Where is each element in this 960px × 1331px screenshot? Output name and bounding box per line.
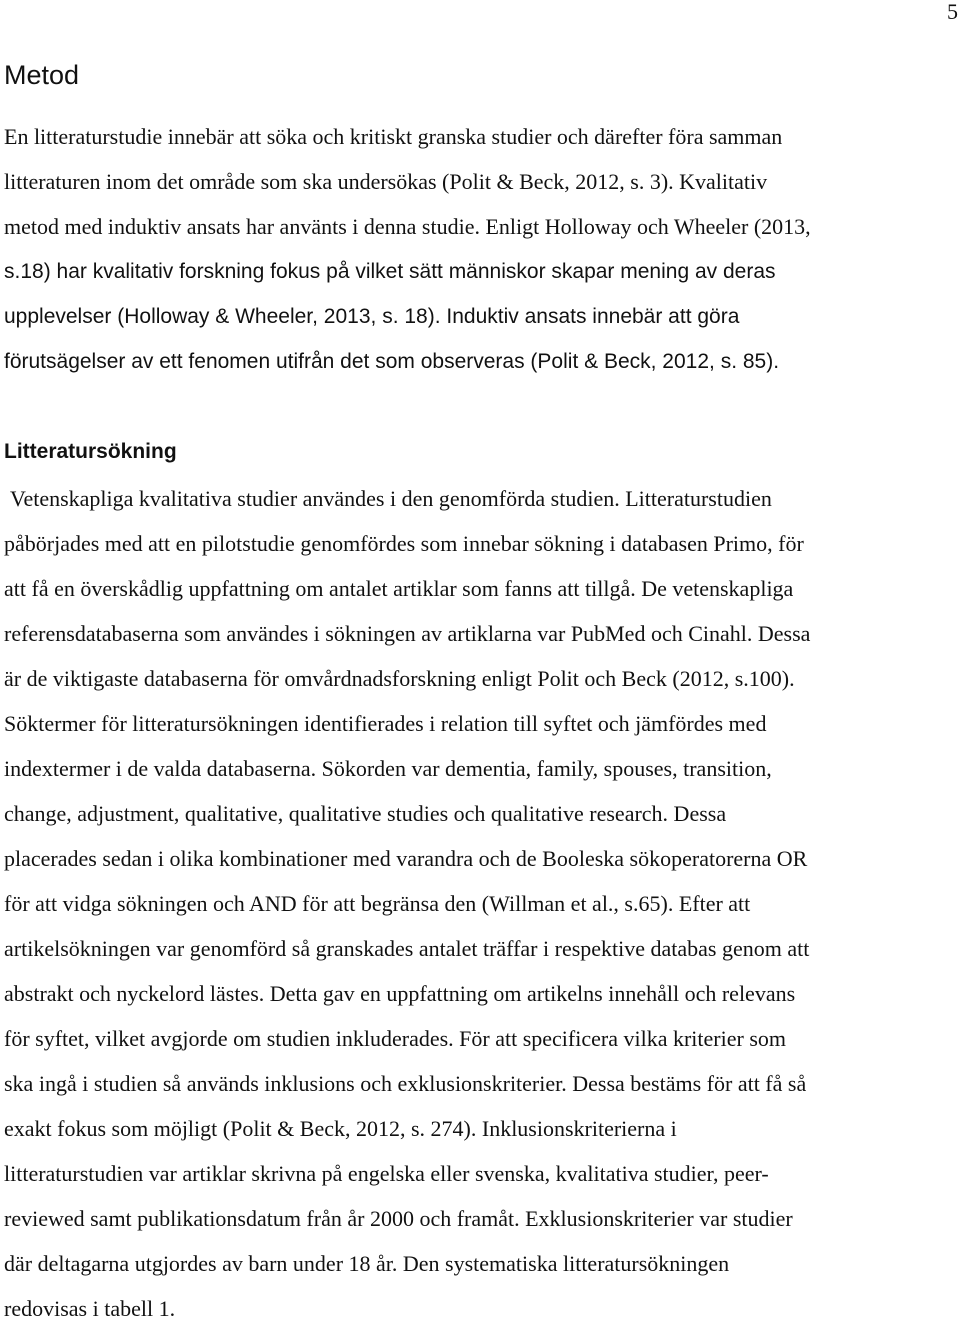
text-line: för att vidga sökningen och AND för att begränsa den (Willman et al., s.65). Efter att — [4, 891, 751, 916]
text-line: referensdatabaserna som användes i sökningen av artiklarna var PubMed och Cinahl. Dessa — [4, 621, 811, 646]
text-line: En litteraturstudie innebär att söka och kritiskt granska studier och därefter föra samman — [4, 124, 783, 149]
text-line: för syftet, vilket avgjorde om studien inkluderades. För att specificera vilka kriterier som — [4, 1026, 786, 1051]
text-line: exakt fokus som möjligt (Polit & Beck, 2012, s. 274). Inklusionskriterierna i — [4, 1116, 677, 1141]
paragraph-metod — [4, 114, 960, 384]
text-line: metod med induktiv ansats har använts i denna studie. Enligt Holloway och Wheeler (2013, — [4, 214, 811, 239]
text-line: ska ingå i studien så används inklusions och exklusionskriterier. Dessa bestäms för att få så — [4, 1071, 807, 1096]
text-line: artikelsökningen var genomförd så granskades antalet träffar i respektive databas genom att — [4, 936, 810, 961]
text-line: reviewed samt publikationsdatum från år 2000 och framåt. Exklusionskriterier var studier — [4, 1206, 793, 1231]
text-line: förutsägelser av ett fenomen utifrån det som observeras (Polit & Beck, 2012, s. 85). — [4, 350, 780, 373]
text-line: placerades sedan i olika kombinationer med varandra och de Booleska sökoperatorerna OR — [4, 846, 808, 871]
page-number: 5 — [947, 0, 958, 24]
section-heading-metod: Metod — [4, 60, 80, 90]
text-line: litteraturstudien var artiklar skrivna på engelska eller svenska, kvalitativa studier, peer- — [4, 1161, 769, 1186]
text-line: att få en överskådlig uppfattning om antalet artiklar som fanns att tillgå. De vetenskapliga — [4, 576, 794, 601]
text-line: upplevelser (Holloway & Wheeler, 2013, s. 18). Induktiv ansats innebär att göra — [4, 305, 740, 328]
text-line: s.18) har kvalitativ forskning fokus på vilket sätt människor skapar mening av deras — [4, 260, 776, 283]
text-line: abstrakt och nyckelord lästes. Detta gav en uppfattning om artikelns innehåll och relevans — [4, 981, 796, 1006]
text-line: indextermer i de valda databaserna. Sökorden var dementia, family, spouses, transition, — [4, 756, 772, 781]
text-line: påbörjades med att en pilotstudie genomfördes som innebar sökning i databasen Primo, för — [4, 531, 804, 556]
text-line: Söktermer för litteratursökningen identifierades i relation till syftet och jämfördes med — [4, 711, 767, 736]
paragraph-litteratursokning — [4, 476, 960, 1331]
section-heading-litteratursokning: Litteratursökning — [4, 440, 177, 463]
text-line: redovisas i tabell 1. — [4, 1296, 176, 1321]
text-line: Vetenskapliga kvalitativa studier användes i den genomförda studien. Litteraturstudien — [10, 486, 772, 511]
text-line: litteraturen inom det område som ska undersökas (Polit & Beck, 2012, s. 3). Kvalitativ — [4, 169, 768, 194]
text-line: är de viktigaste databaserna för omvårdnadsforskning enligt Polit och Beck (2012, s.100). — [4, 666, 795, 691]
text-line: change, adjustment, qualitative, qualitative studies och qualitative research. Dessa — [4, 801, 727, 826]
text-line: där deltagarna utgjordes av barn under 18 år. Den systematiska litteratursökningen — [4, 1251, 730, 1276]
